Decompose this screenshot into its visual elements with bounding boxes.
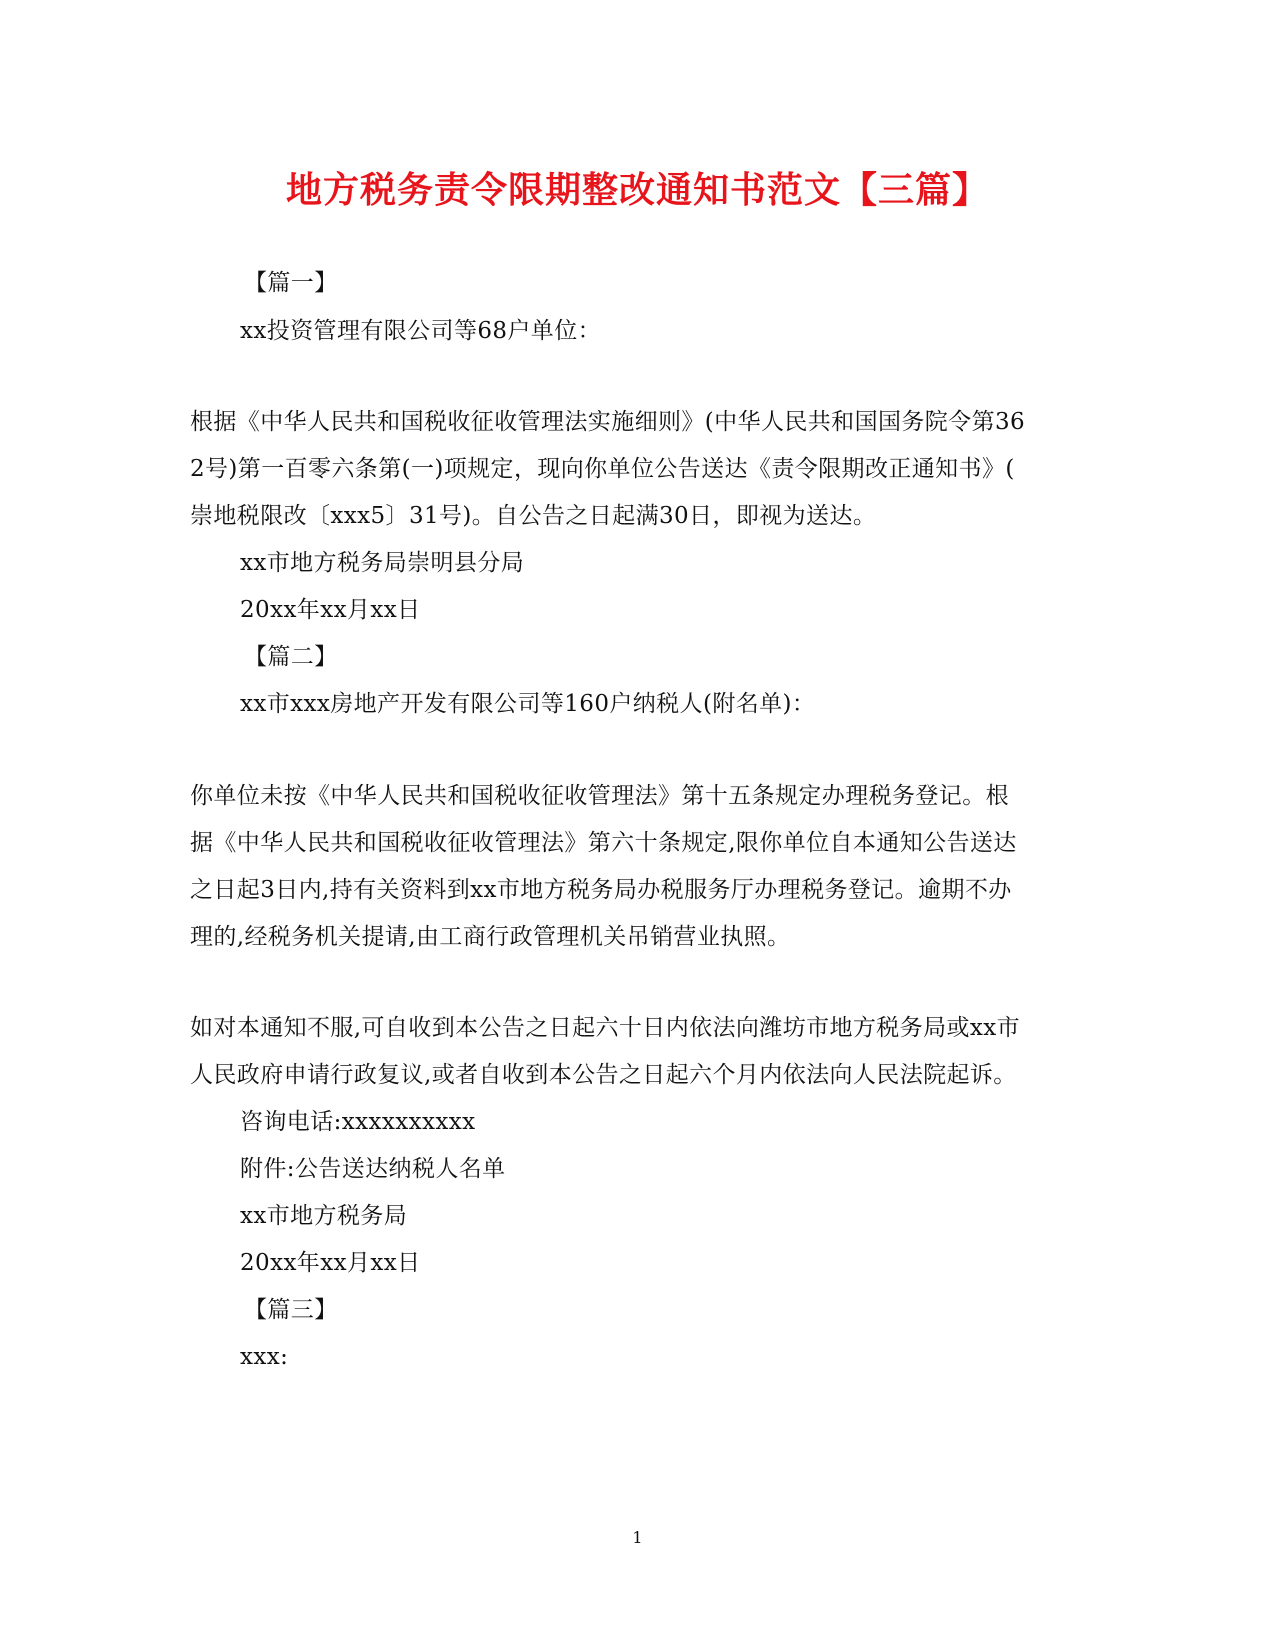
- signature-office-2: xx市地方税务局: [240, 1203, 408, 1229]
- section-heading-3: 【篇三】: [244, 1297, 338, 1323]
- paragraph-line: 据《中华人民共和国税收征收管理法》第六十条规定,限你单位自本通知公告送达: [190, 830, 1017, 856]
- paragraph-line: 根据《中华人民共和国税收征收管理法实施细则》(中华人民共和国国务院令第36: [190, 409, 1026, 435]
- paragraph-line: 2号)第一百零六条第(一)项规定，现向你单位公告送达《责令限期改正通知书》(: [190, 456, 1015, 482]
- paragraph-line: 之日起3日内,持有关资料到xx市地方税务局办税服务厅办理税务登记。逾期不办: [190, 877, 1012, 903]
- addressee-2: xx市xxx房地产开发有限公司等160户纳税人(附名单)：: [240, 691, 816, 717]
- section-heading-2: 【篇二】: [244, 644, 338, 670]
- signature-date-2: 20xx年xx月xx日: [240, 1250, 421, 1276]
- paragraph-line: 人民政府申请行政复议,或者自收到本公告之日起六个月内依法向人民法院起诉。: [190, 1062, 1017, 1088]
- addressee-1: xx投资管理有限公司等68户单位：: [240, 318, 602, 344]
- signature-office-1: xx市地方税务局崇明县分局: [240, 550, 525, 576]
- signature-date-1: 20xx年xx月xx日: [240, 597, 421, 623]
- document-title: 地方税务责令限期整改通知书范文【三篇】: [285, 169, 989, 211]
- attachment-note: 附件:公告送达纳税人名单: [240, 1156, 506, 1182]
- paragraph-line: 如对本通知不服,可自收到本公告之日起六十日内依法向潍坊市地方税务局或xx市: [190, 1015, 1021, 1041]
- paragraph-line: 你单位未按《中华人民共和国税收征收管理法》第十五条规定办理税务登记。根: [190, 783, 1009, 809]
- page-number: 1: [632, 1528, 643, 1547]
- paragraph-line: 崇地税限改〔xxx5〕31号)。自公告之日起满30日，即视为送达。: [190, 503, 877, 529]
- addressee-3: xxx:: [240, 1344, 289, 1370]
- section-heading-1: 【篇一】: [244, 270, 338, 296]
- contact-phone: 咨询电话:xxxxxxxxxx: [240, 1109, 476, 1135]
- paragraph-line: 理的,经税务机关提请,由工商行政管理机关吊销营业执照。: [190, 924, 791, 950]
